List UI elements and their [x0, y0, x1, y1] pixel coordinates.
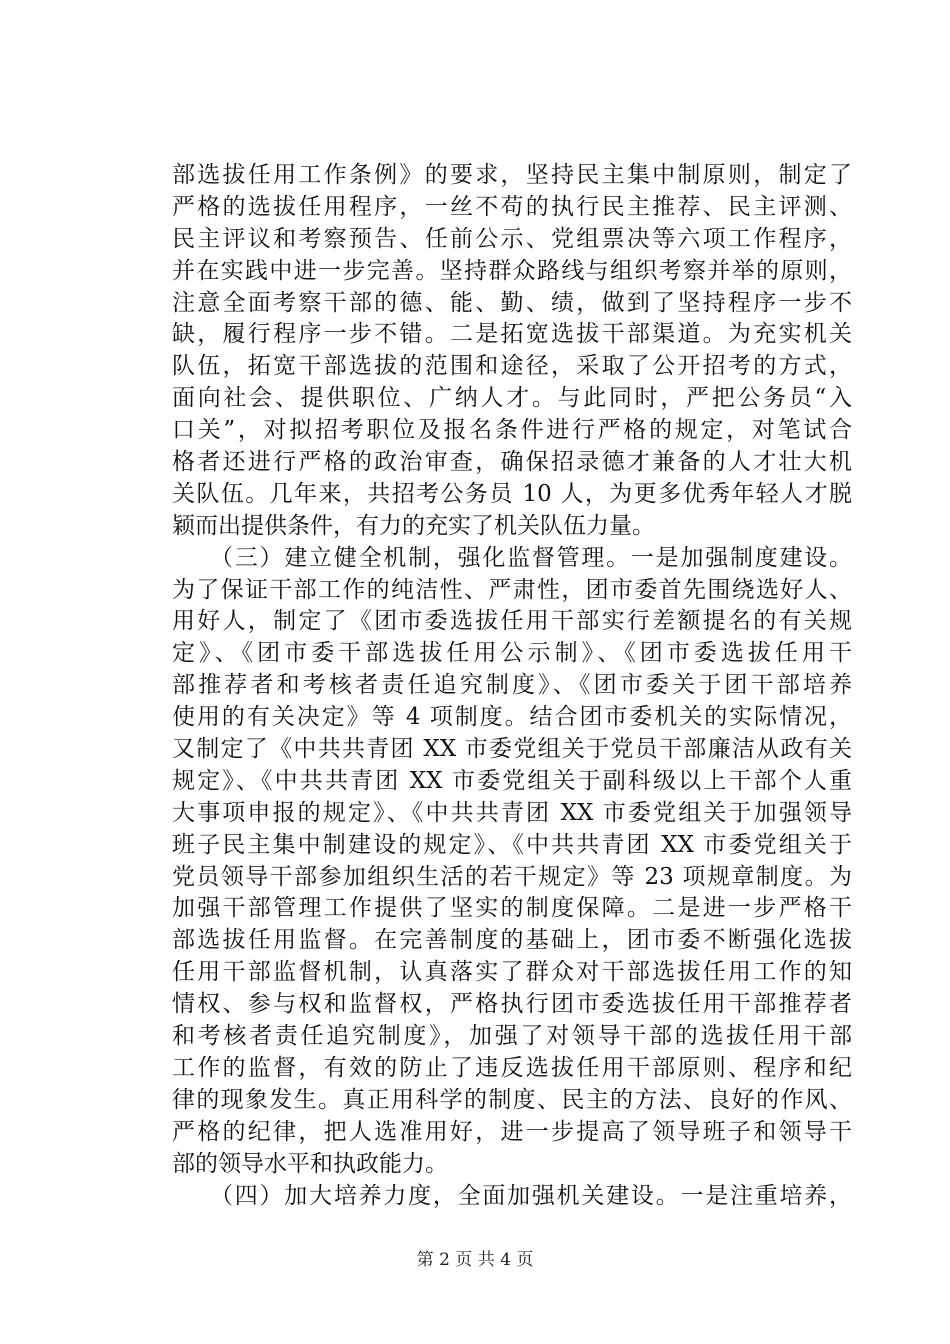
text-line: 部选拔任用工作条例》的要求，坚持民主集中制原则，制定了 — [172, 162, 852, 188]
text-line: 民主评议和考察预告、任前公示、党组票决等六项工作程序， — [172, 225, 852, 252]
text-line: 严格的选拔任用程序，一丝不苟的执行民主推荐、民主评测、 — [172, 193, 852, 220]
text-line: 口关”，对拟招考职位及报名条件进行严格的规定，对笔试合 — [172, 417, 852, 444]
text-line: 注意全面考察干部的德、能、勤、绩，做到了坚持程序一步不 — [172, 289, 852, 316]
text-line: 缺，履行程序一步不错。二是拓宽选拔干部渠道。为充实机关 — [172, 321, 852, 348]
text-line: 为了保证干部工作的纯洁性、严肃性，团市委首先围绕选好人、 — [172, 576, 852, 603]
text-line: 格者还进行严格的政治审查，确保招录德才兼备的人才壮大机 — [172, 449, 852, 476]
text-line: 部的领导水平和执政能力。 — [172, 1150, 448, 1177]
text-line: 加强干部管理工作提供了坚实的制度保障。二是进一步严格干 — [172, 895, 852, 922]
text-line: 律的现象发生。真正用科学的制度、民主的方法、良好的作风、 — [172, 1086, 852, 1113]
body-text — [172, 160, 852, 1212]
text-line: 定》、《团市委干部选拔任用公示制》、《团市委选拔任用干 — [172, 640, 852, 667]
text-line: （四）加大培养力度，全面加强机关建设。一是注重培养， — [172, 1182, 852, 1209]
text-line: 用好人，制定了《团市委选拔任用干部实行差额提名的有关规 — [172, 608, 852, 635]
text-line: 情权、参与权和监督权，严格执行团市委选拔任用干部推荐者 — [172, 991, 852, 1018]
text-line: 又制定了《中共共青团 XX 市委党组关于党员干部廉洁从政有关 — [172, 736, 852, 763]
text-line: 关队伍。几年来，共招考公务员 10 人，为更多优秀年轻人才脱 — [172, 480, 852, 507]
text-line: 工作的监督，有效的防止了违反选拔任用干部原则、程序和纪 — [172, 1054, 852, 1081]
page-footer: 第 2 页 共 4 页 — [416, 1250, 534, 1270]
text-line: 党员领导干部参加组织生活的若干规定》等 23 项规章制度。为 — [172, 863, 852, 890]
text-line: 部选拔任用监督。在完善制度的基础上，团市委不断强化选拔 — [172, 927, 852, 954]
text-line: 部推荐者和考核者责任追究制度》、《团市委关于团干部培养 — [172, 672, 852, 699]
text-line: 和考核者责任追究制度》，加强了对领导干部的选拔任用干部 — [172, 1023, 852, 1050]
text-line: （三）建立健全机制，强化监督管理。一是加强制度建设。 — [172, 544, 852, 571]
text-line: 任用干部监督机制，认真落实了群众对干部选拔任用工作的知 — [172, 959, 852, 986]
text-line: 使用的有关决定》等 4 项制度。结合团市委机关的实际情况， — [172, 704, 852, 731]
text-line: 队伍，拓宽干部选拔的范围和途径，采取了公开招考的方式， — [172, 353, 852, 380]
text-line: 大事项申报的规定》、《中共共青团 XX 市委党组关于加强领导 — [172, 799, 852, 826]
text-line: 面向社会、提供职位、广纳人才。与此同时，严把公务员“入 — [172, 385, 852, 412]
text-line: 并在实践中进一步完善。坚持群众路线与组织考察并举的原则， — [172, 257, 852, 284]
text-line: 颖而出提供条件，有力的充实了机关队伍力量。 — [172, 512, 655, 539]
text-line: 规定》、《中共共青团 XX 市委党组关于副科级以上干部个人重 — [172, 767, 852, 794]
text-line: 班子民主集中制建设的规定》、《中共共青团 XX 市委党组关于 — [172, 831, 852, 858]
text-line: 严格的纪律，把人选准用好，进一步提高了领导班子和领导干 — [172, 1118, 852, 1145]
